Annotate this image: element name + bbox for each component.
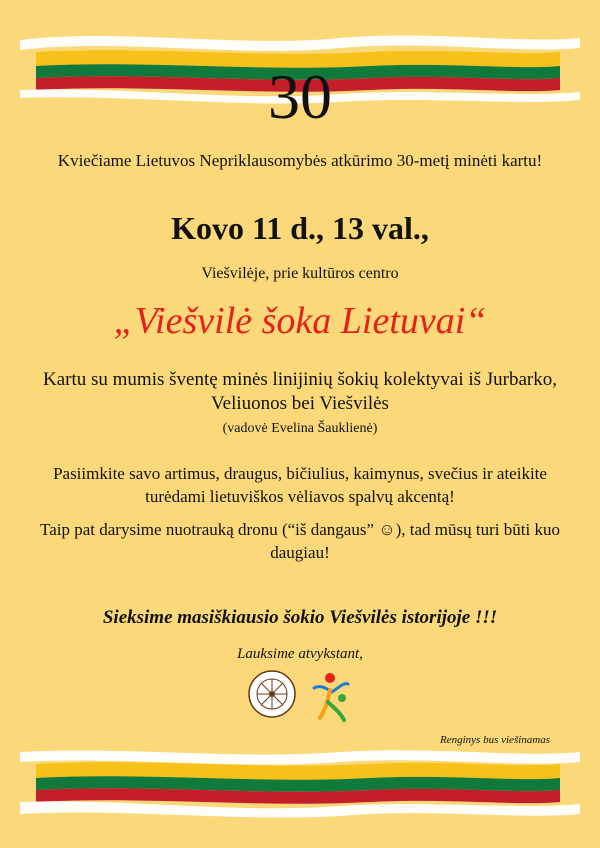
anniversary-number: 30 <box>268 61 332 132</box>
closing-text: Lauksime atvykstant, <box>237 646 363 662</box>
flag-ribbon-bottom-icon <box>0 744 600 824</box>
slogan-text: Sieksime masiškiausio šokio Viešvilės istorijoje !!! <box>102 607 498 628</box>
wheel-emblem-icon <box>249 671 295 717</box>
intro-text: Kviečiame Lietuvos Nepriklausomybės atkūrimo 30-metį minėti kartu! <box>57 151 543 170</box>
dancing-figure-icon <box>314 673 348 720</box>
event-place: Viešvilėje, prie kultūros centro <box>201 265 399 282</box>
leader-text: (vadovė Evelina Šauklienė) <box>222 421 378 436</box>
publicity-note: Renginys bus viešinamas <box>440 734 550 746</box>
invite-text: Pasiimkite savo artimus, draugus, bičiulius, kaimynus, svečius ir ateikite turėdami lietuviškos vėliavos spalvų akcentą! <box>53 464 547 506</box>
event-title: „Viešvilė šoka Lietuvai“ <box>113 300 487 342</box>
drone-photo-text: Taip pat darysime nuotrauką dronu (“iš dangaus” ☺), tad mūsų turi būti kuo daugiau! <box>40 520 560 562</box>
sponsor-logos <box>244 668 356 724</box>
event-date: Kovo 11 d., 13 val., <box>171 210 429 246</box>
participants-text: Kartu su mumis šventę minės linijinių šokių kolektyvai iš Jurbarko, Veliuonos bei Viešvilės <box>42 369 557 414</box>
